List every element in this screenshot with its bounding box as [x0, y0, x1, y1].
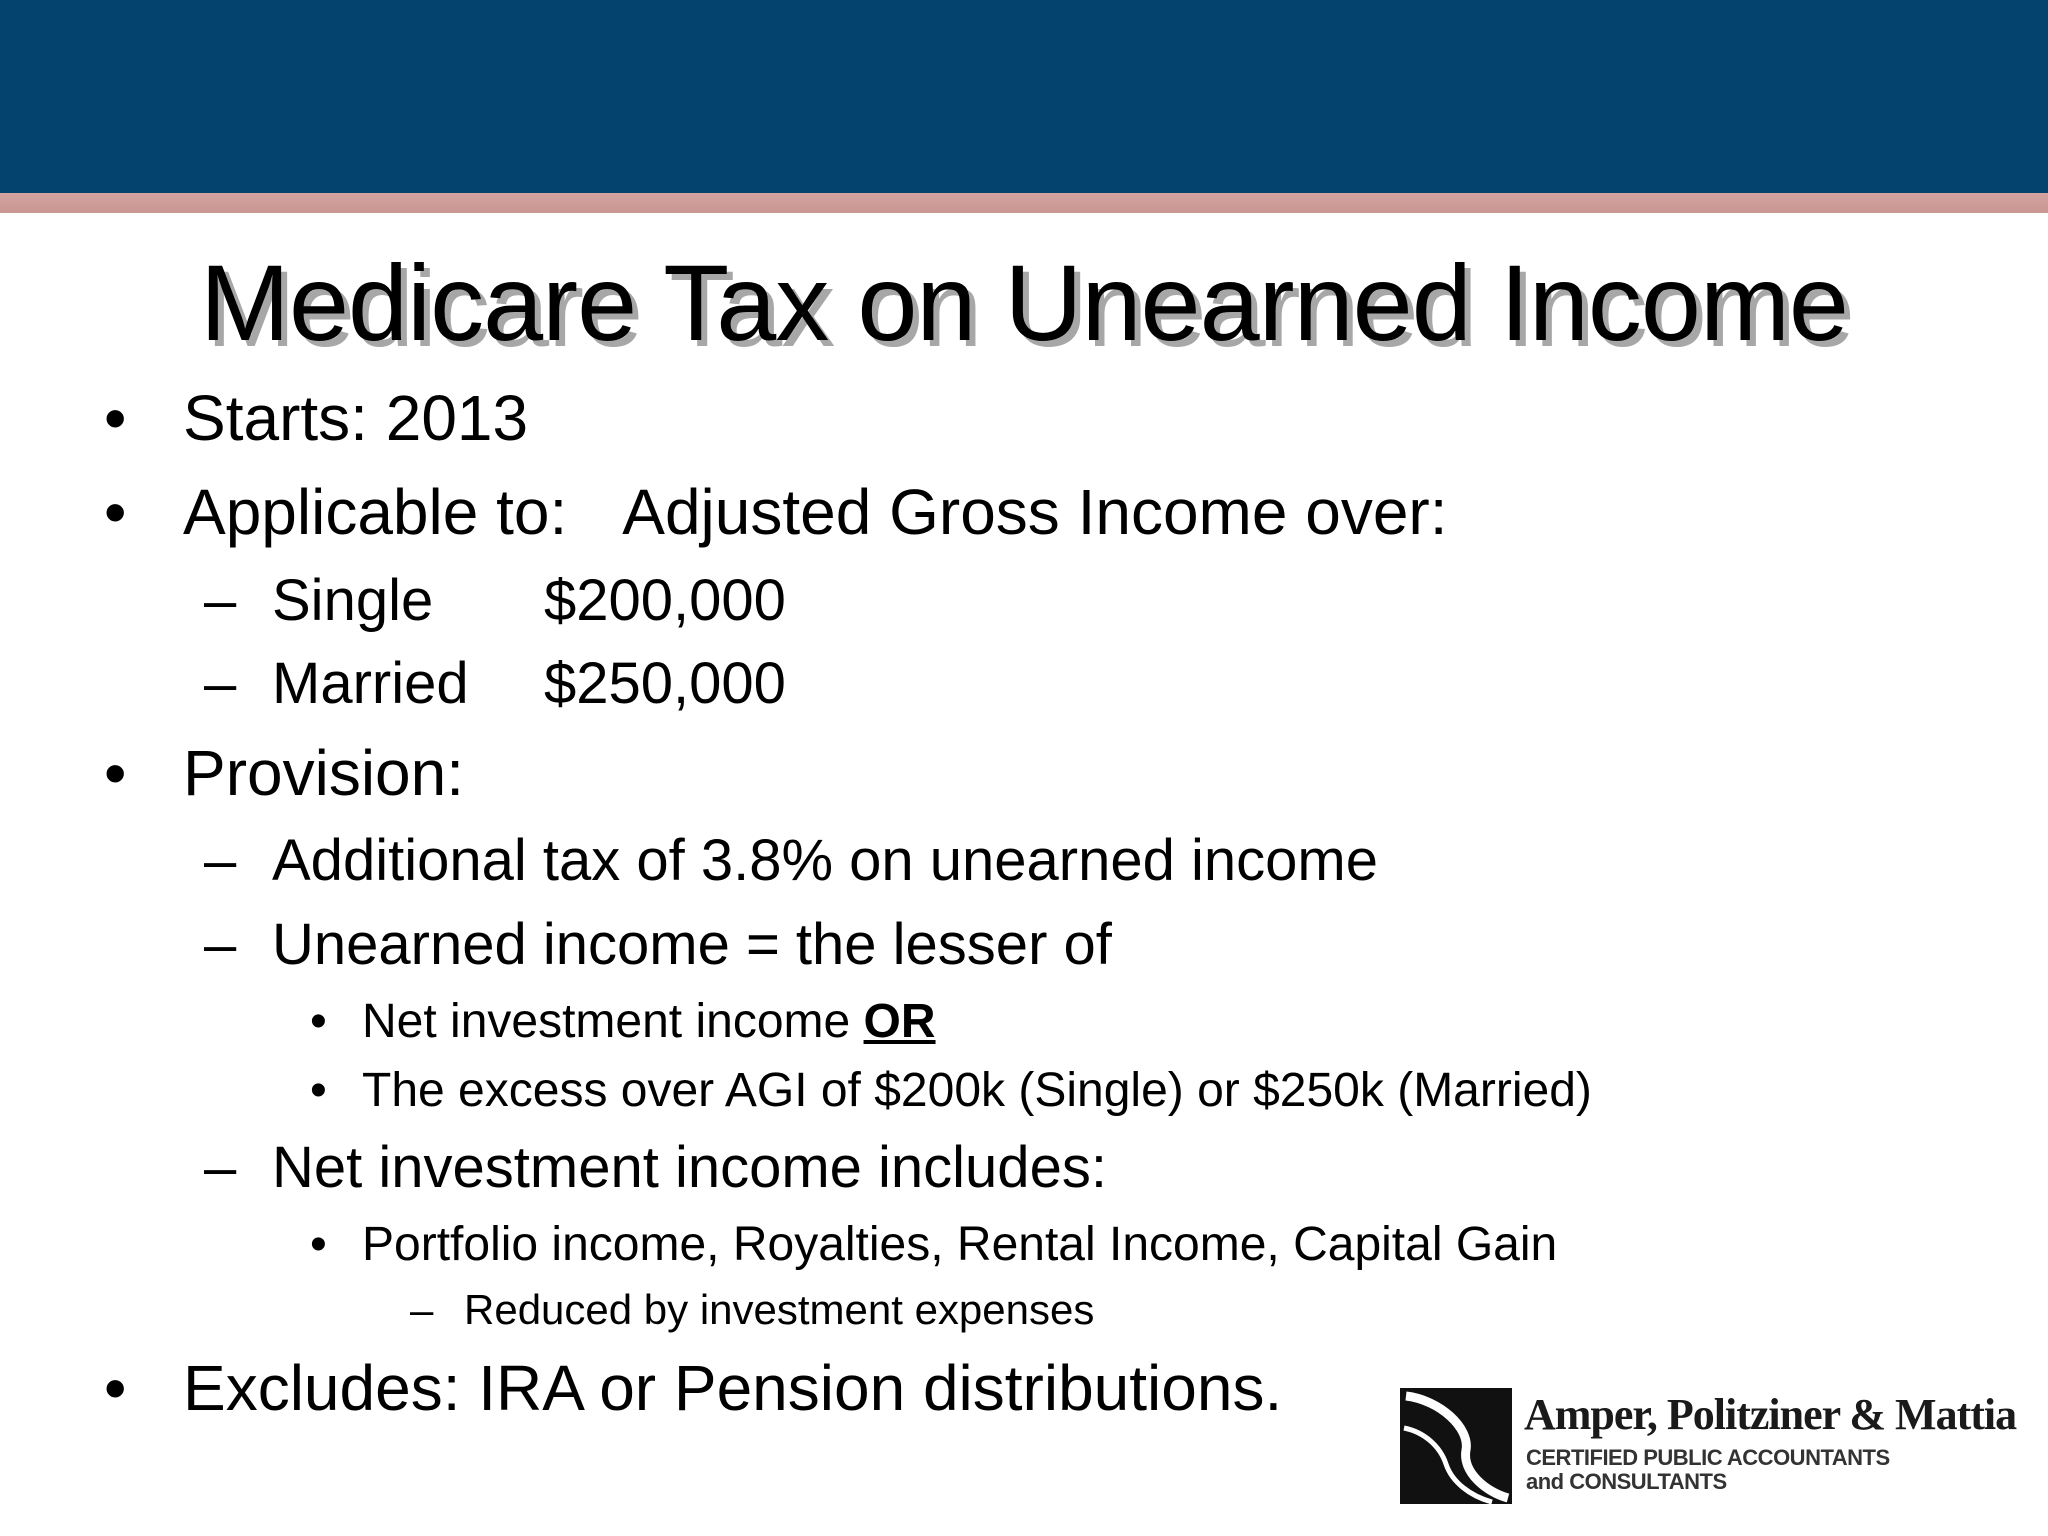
firm-tagline-1: CERTIFIED PUBLIC ACCOUNTANTS: [1526, 1445, 1890, 1470]
header-band: [0, 0, 2048, 193]
bullet-starts: Starts: 2013: [183, 382, 529, 454]
married-label: Married: [272, 651, 469, 716]
married-value: $250,000: [544, 651, 786, 716]
bullet-marker: •: [104, 382, 127, 454]
dash-marker: –: [204, 651, 237, 716]
applicable-label: Applicable to:: [183, 476, 568, 548]
bullet-marker: •: [310, 995, 327, 1048]
bullet-marker: •: [310, 1218, 327, 1271]
bullet-applicable: [183, 472, 1448, 552]
sub-nii-includes: Net investment income includes:: [272, 1135, 1107, 1200]
dash-marker: –: [204, 568, 237, 633]
bullet-marker: •: [104, 476, 127, 548]
applicable-text: Adjusted Gross Income over:: [622, 476, 1448, 548]
firm-logo: [1400, 1388, 2030, 1504]
dash-marker: –: [204, 1135, 237, 1200]
bullet-provision: Provision:: [183, 737, 464, 809]
net-investment-prefix: Net investment income: [362, 995, 851, 1048]
or-emphasis: OR: [863, 995, 936, 1048]
sub-additional-tax: Additional tax of 3.8% on unearned income: [272, 828, 1378, 893]
sub-married: [272, 647, 786, 721]
accent-stripe: [0, 193, 2048, 213]
single-value: $200,000: [544, 568, 786, 633]
subsubsub-reduced: Reduced by investment expenses: [464, 1286, 1095, 1333]
sub-single: [272, 564, 786, 638]
bullet-marker: •: [104, 1352, 127, 1424]
subsub-portfolio: Portfolio income, Royalties, Rental Income, Capital Gain: [362, 1218, 1558, 1271]
bullet-excludes: Excludes: IRA or Pension distributions.: [183, 1352, 1283, 1424]
dash-marker: –: [204, 912, 237, 977]
bullet-marker: •: [310, 1064, 327, 1117]
firm-tagline-2: and CONSULTANTS: [1526, 1469, 1727, 1494]
dash-marker: –: [204, 828, 237, 893]
firm-name: Amper, Politziner & Mattia: [1524, 1390, 2017, 1439]
subsub-net-investment: [362, 992, 936, 1052]
subsub-excess-agi: The excess over AGI of $200k (Single) or $250k (Married): [362, 1064, 1592, 1117]
single-label: Single: [272, 568, 434, 633]
slide-title: Medicare Tax on Unearned Income: [200, 242, 1848, 363]
bullet-marker: •: [104, 737, 127, 809]
sub-unearned-def: Unearned income = the lesser of: [272, 912, 1112, 977]
firm-logo-mark-icon: [1400, 1388, 1512, 1504]
dash-marker: –: [410, 1286, 434, 1333]
